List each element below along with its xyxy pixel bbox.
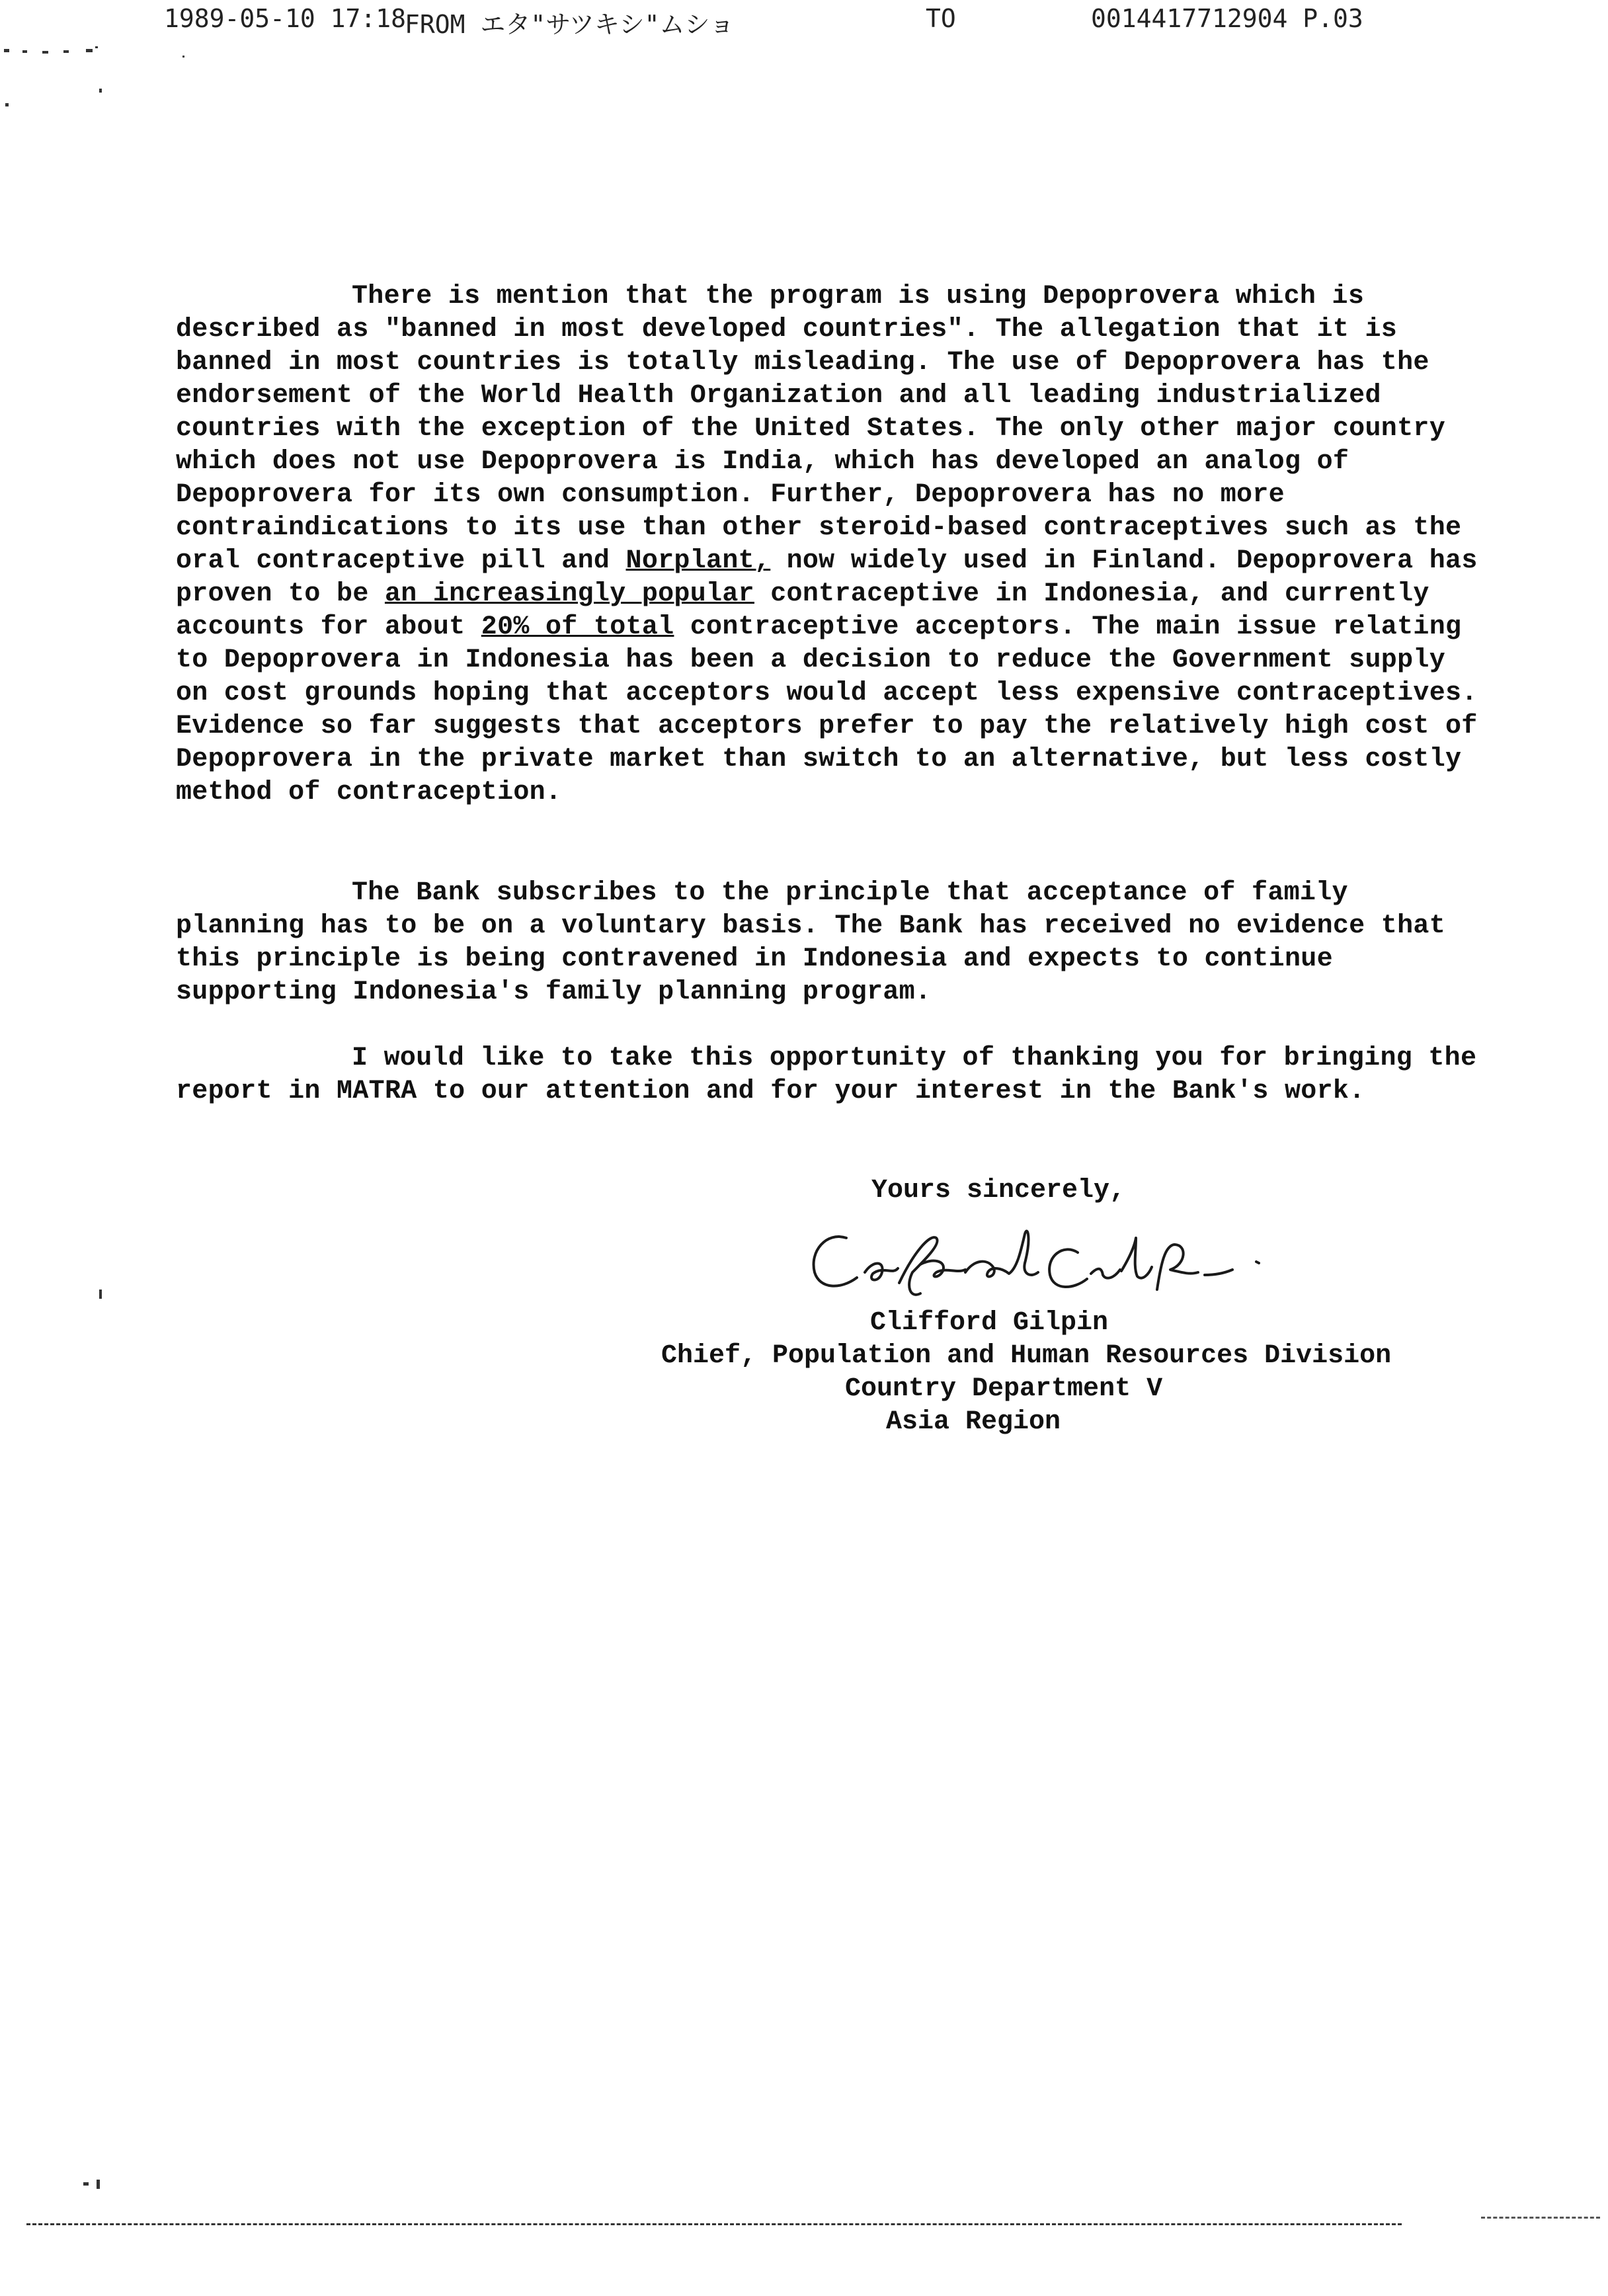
paragraph-text: The Bank subscribes to the principle that acceptance of family planning has to be on a voluntary basis. The Bank has received no evidence that this principle is being contravened in Indonesia and expects to continue supporting Indonesia's family planning program.: [176, 878, 1446, 1007]
fax-to: TO: [926, 4, 956, 33]
underlined-text: an increasingly popular: [384, 579, 754, 609]
paragraph-segment: contraceptive in Indonesia, and currently accounts for about: [176, 579, 1429, 642]
letter-paragraph-3: [176, 1042, 1485, 1108]
signatory-title: Chief, Population and Human Resources Division: [661, 1341, 1392, 1371]
signatory-name: Clifford Gilpin: [870, 1308, 1109, 1338]
paragraph-segment: now widely used in Finland. Depoprovera has proven to be: [176, 546, 1478, 609]
underlined-text: 20% of total: [481, 612, 674, 642]
fax-from: FROM エタ"サツキシ"ムショ: [405, 10, 735, 39]
closing-salutation: Yours sincerely,: [871, 1176, 1126, 1206]
signatory-department: Country Department V: [845, 1374, 1163, 1404]
fax-datetime: 1989-05-10 17:18: [164, 4, 407, 33]
letter-paragraph-1: [176, 280, 1485, 809]
signatory-region: Asia Region: [886, 1407, 1061, 1437]
fax-header: [164, 4, 1381, 37]
footer-dashed-line-right: [1481, 2217, 1600, 2221]
paragraph-segment: There is mention that the program is using Depoprovera which is described as "banned in most developed countries". The allegation that it is banned in most countries is totally misleading. The use of Depoprovera has the endorsement of the World Health Organization and all leading industrialized countries with the exception of the United States. The only other major country which does not use Depoprovera is India, which has developed an analog of Depoprovera for its own consumption. Further, Depoprovera has no more contraindications to its use than other steroid-based contraceptives such as the oral contraceptive pill and: [176, 282, 1462, 576]
paragraph-text: [176, 280, 1485, 809]
paragraph-segment: contraceptive acceptors. The main issue relating to Depoprovera in Indonesia has been a decision to reduce the Government supply on cost grounds hoping that acceptors would accept less expensive contraceptives. Evidence so far suggests that acceptors prefer to pay the relatively high cost of Depoprovera in the private market than switch to an alternative, but less costly method of contraception.: [176, 612, 1478, 807]
paragraph-text: I would like to take this opportunity of thanking you for bringing the report in MATRA to our attention and for your interest in the Bank's work.: [176, 1044, 1477, 1106]
handwritten-signature: [800, 1211, 1303, 1304]
footer-dashed-line: [26, 2223, 1402, 2229]
fax-number-page: 0014417712904 P.03: [1091, 4, 1363, 33]
underlined-text: Norplant,: [625, 546, 771, 576]
letter-paragraph-2: [176, 877, 1485, 1009]
